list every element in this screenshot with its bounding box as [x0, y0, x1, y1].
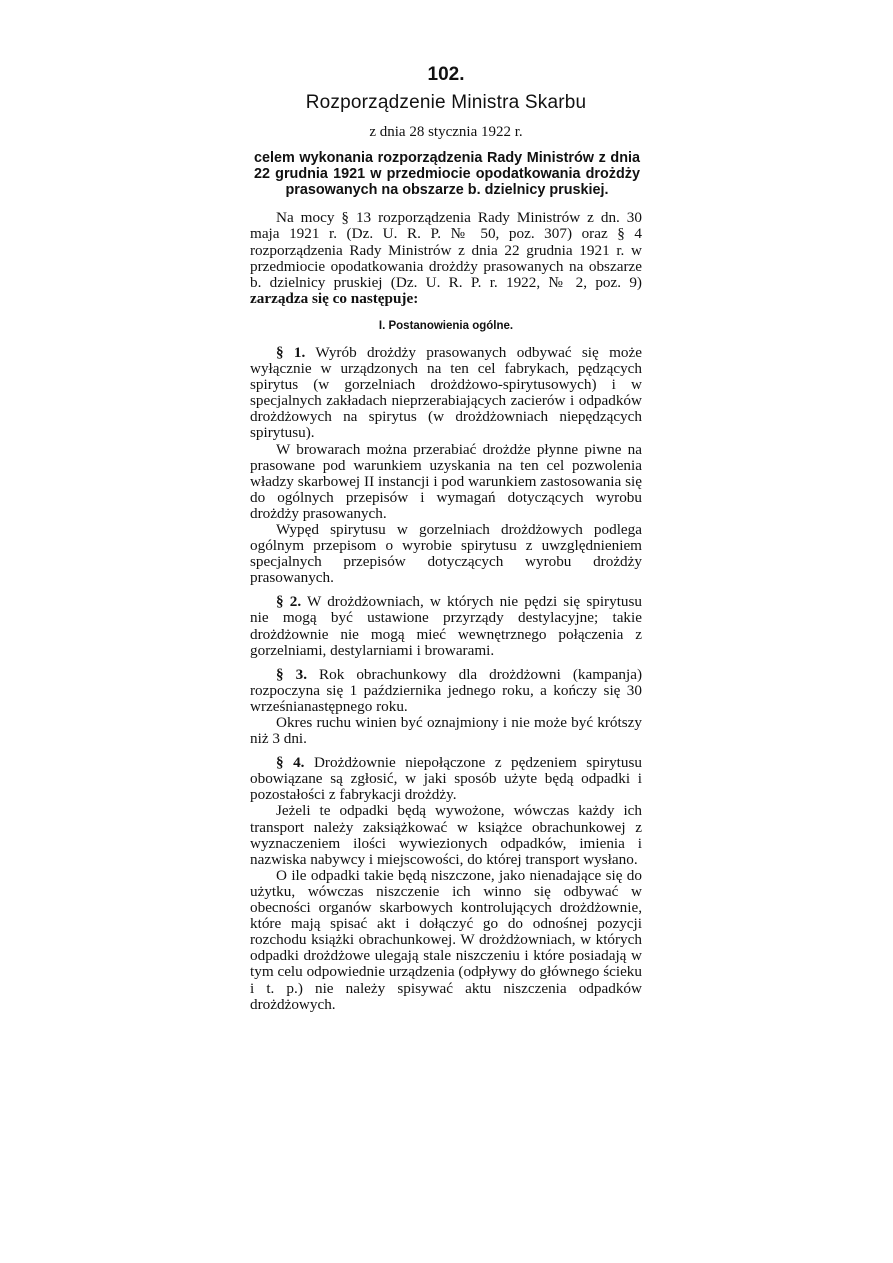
paragraph-2-text: W drożdżowniach, w których nie pędzi się spirytusu nie mogą być ustawione przyrządy destylacyjne; takie drożdżownie nie mogą mieć wewnętrznego połączenia z gorzelniami, destylarniami i browarami.: [250, 593, 643, 659]
paragraph-1: [250, 345, 642, 442]
document-date: z dnia 28 stycznia 1922 r.: [369, 124, 523, 140]
paragraph-1-text: Wyrób drożdży prasowanych odbywać się może wyłącznie w urządzonych na ten cel fabrykach, pędzących spirytus (w gorzelniach drożdżowo-spirytusowych) i w specjalnych zakładach nieprzerabiających zacierów i odpadków drożdżowych na spirytus (w drożdżowniach niepędzących spirytusu).: [250, 343, 643, 442]
paragraph-3: [250, 667, 642, 715]
section-heading: I. Postanowienia ogólne.: [378, 319, 514, 332]
text-column: [250, 62, 642, 1013]
intro-text: Na mocy § 13 rozporządzenia Rady Ministrów z dn. 30 maja 1921 r. (Dz. U. R. P. № 50, poz. 307) oraz § 4 rozporządzenia Rady Ministrów z dnia 22 grudnia 1921 r. w przedmiocie opodatkowania drożdży prasowanych na obszarze b. dzielnicy pruskiej (Dz. U. R. P. r. 1922, № 2, poz. 9): [250, 209, 642, 291]
paragraph-4-continuation-a: Jeżeli te odpadki będą wywożone, wówczas każdy ich transport należy zaksiążkować w książce obrachunkowej z wyznaczeniem ilości wywiezionych odpadków, imienia i nazwiska nabywcy i miejscowości, do której transport wysłano.: [250, 802, 642, 868]
paragraph-4-continuation-b: O ile odpadki takie będą niszczone, jako nienadające się do użytku, wówczas niszczenie ich winno się odbywać w obecności organów skarbowych kontrolujących drożdżownie, które mają spisać akt i dołączyć go do odnośnej pozycji rozchodu książki obrachunkowej. W drożdżowniach, w których odpadki drożdżowe ulegają stale niszczeniu i które posiadają w tym celu odpowiednie urządzenia (odpływy do głównego ścieku i t. p.) nie należy spisywać aktu niszczenia odpadków drożdżowych.: [250, 866, 642, 1013]
paragraph-1-continuation-a: W browarach można przerabiać drożdże płynne piwne na prasowane pod warunkiem uzyskania na ten cel pozwolenia władzy skarbowej II instancji i pod warunkiem zastosowania się do ogólnych przepisów i wymagań dotyczących wyrobu drożdży prasowanych.: [250, 440, 642, 522]
document-number: 102.: [427, 64, 465, 85]
paragraph-4: [250, 755, 642, 803]
paragraph-3-continuation: Okres ruchu winien być oznajmiony i nie może być krótszy niż 3 dni.: [250, 714, 642, 748]
document-subtitle: celem wykonania rozporządzenia Rady Ministrów z dnia 22 grudnia 1921 w przedmiocie opodatkowania drożdży prasowanych na obszarze b. dzielnicy pruskiej.: [254, 150, 640, 198]
paragraph-1-symbol: § 1.: [276, 343, 306, 361]
paragraph-4-symbol: § 4.: [276, 754, 305, 772]
document-title: Rozporządzenie Ministra Skarbu: [305, 92, 587, 113]
intro-bold-text: zarządza się co następuje:: [250, 289, 419, 307]
paragraph-1-continuation-b: Wypęd spirytusu w gorzelniach drożdżowych podlega ogólnym przepisom o wyrobie spirytusu z uwzględnieniem specjalnych przepisów dotyczących wyrobu drożdży prasowanych.: [250, 520, 642, 587]
paragraph-3-symbol: § 3.: [276, 665, 307, 683]
paragraph-2-symbol: § 2.: [276, 593, 302, 611]
paragraph-3-text: Rok obrachunkowy dla drożdżowni (kampanja) rozpoczyna się 1 października jednego roku, a kończy się 30 wrześnianastępnego roku.: [250, 665, 643, 715]
intro-paragraph: [250, 210, 642, 307]
paragraph-2: [250, 594, 642, 658]
paragraph-4-text: Drożdżownie niepołączone z pędzeniem spirytusu obowiązane są zgłosić, w jaki sposób użyte będą odpadki i pozostałości z fabrykacji drożdży.: [250, 754, 643, 804]
